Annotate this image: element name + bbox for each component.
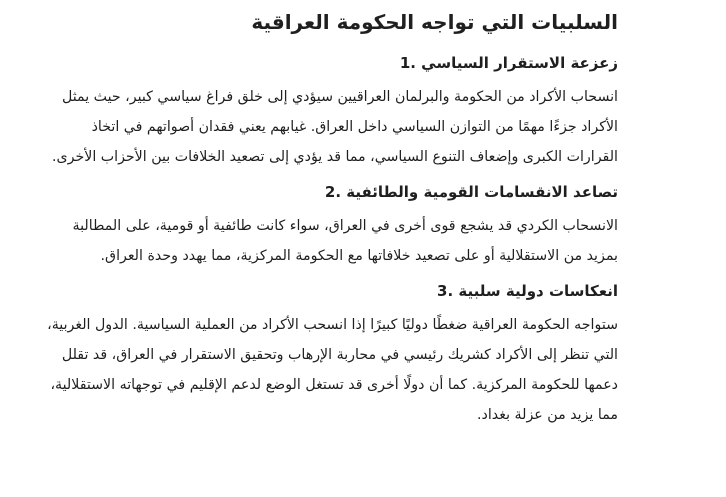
section-heading-sectarian-divisions: تصاعد الانقسامات القومية والطائفية .2: [324, 183, 618, 201]
section-heading-international-repercussions: انعكاسات دولية سلبية .3: [437, 282, 618, 300]
section-body-political-instability: انسحاب الأكراد من الحكومة والبرلمان العراقيين سيؤدي إلى خلق فراغ سياسي كبير، حيث يمثل الأكراد جزءًا مهمًا من التوازن السياسي داخل العراق. غيابهم يعني فقدان أصواتهم في اتخاذ القرارات الكبرى وإضعاف التنوع السياسي، مما قد يؤدي إلى تصعيد الخلافات بين الأحزاب الأخرى.: [52, 89, 618, 165]
document-title: السلبيات التي تواجه الحكومة العراقية: [251, 10, 618, 34]
section-heading-political-instability: زعزعة الاستقرار السياسي .1: [399, 54, 618, 72]
section-body-sectarian-divisions: الانسحاب الكردي قد يشجع قوى أخرى في العراق، سواء كانت طائفية أو قومية، على المطالبة بمزيد من الاستقلالية أو على تصعيد خلافاتها مع الحكومة المركزية، مما يهدد وحدة العراق.: [72, 218, 618, 264]
section-body-international-repercussions: ستواجه الحكومة العراقية ضغطًا دوليًا كبيرًا إذا انسحب الأكراد من العملية السياسية. الدول الغربية، التي تنظر إلى الأكراد كشريك رئيسي في محاربة الإرهاب وتحقيق الاستقرار في العراق، قد تقلل دعمها للحكومة المركزية. كما أن دولًا أخرى قد تستغل الوضع لدعم الإقليم في توجهاته الاستقلالية، مما يزيد من عزلة بغداد.: [47, 317, 618, 423]
